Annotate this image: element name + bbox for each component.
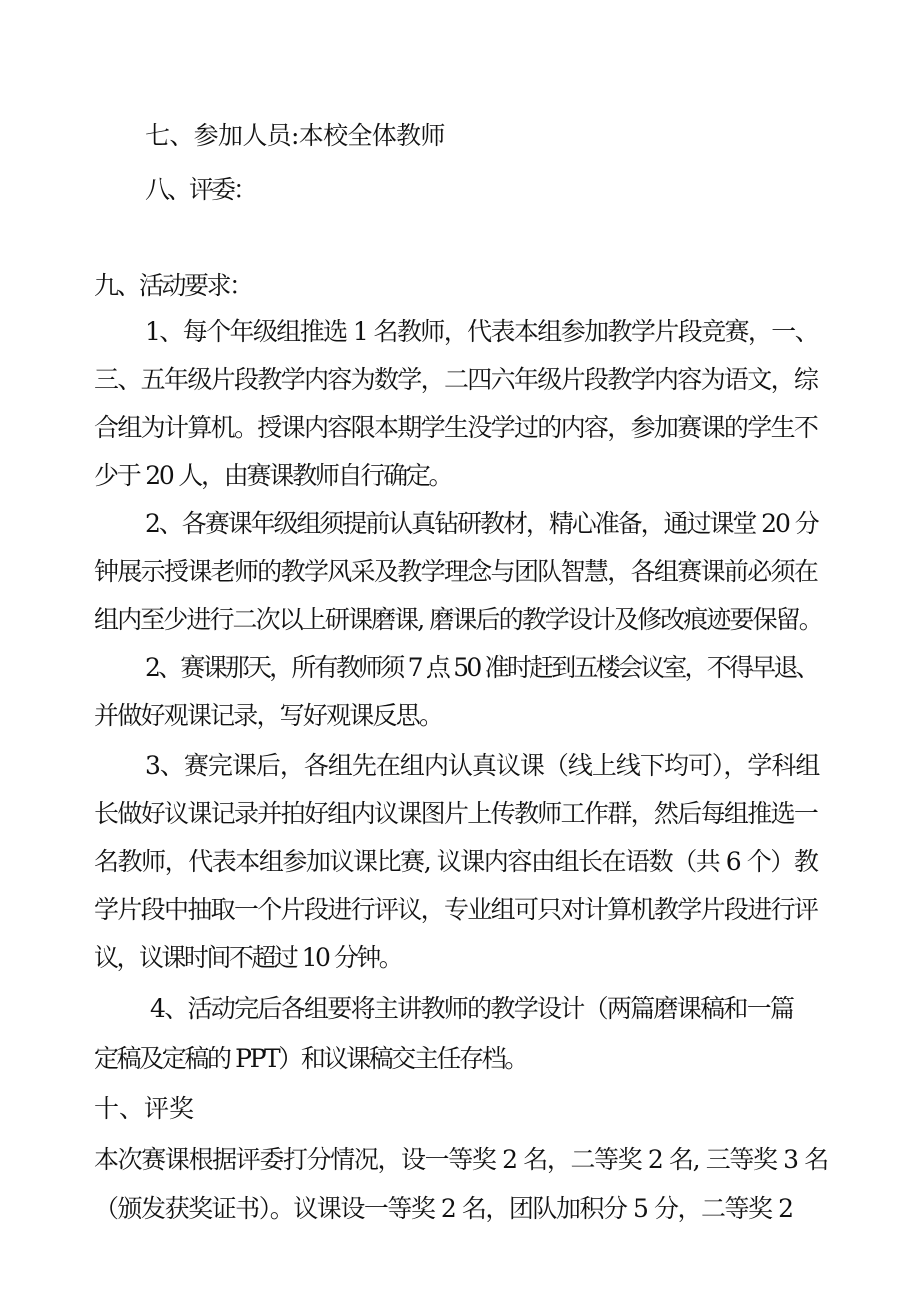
text-line: 组内至少进行二次以上研课磨课, 磨课后的教学设计及修改痕迹要保留。	[94, 605, 822, 634]
text-line: 3、赛完课后，各组先在组内认真议课（线上线下均可），学科组	[145, 751, 820, 780]
text-line: 三、五年级片段教学内容为数学，二四六年级片段教学内容为语文，综	[94, 365, 818, 394]
text-line: 定稿及定稿的 PPT）和议课稿交主任存档。	[94, 1044, 527, 1073]
text-line: 十、评奖	[94, 1094, 195, 1123]
text-line: 4、活动完后各组要将主讲教师的教学设计（两篇磨课稿和一篇	[150, 994, 794, 1023]
text-line: 1、每个年级组推选 1 名教师，代表本组参加教学片段竞赛，一、	[145, 317, 819, 346]
text-line: 2、赛课那天，所有教师须 7 点 50 准时赶到五楼会议室，不得早退、	[145, 653, 818, 682]
text-line: 九、活动要求：	[94, 271, 252, 300]
text-line: 合组为计算机。授课内容限本期学生没学过的内容，参加赛课的学生不	[94, 413, 818, 442]
text-line: 钟展示授课老师的教学风采及教学理念与团队智慧，各组赛课前必须在	[94, 557, 818, 586]
text-line: 议，议课时间不超过 10 分钟。	[94, 943, 402, 972]
text-line: 七、参加人员:本校全体教师	[145, 121, 445, 150]
text-line: 名教师，代表本组参加议课比赛, 议课内容由组长在语数（共 6 个）教	[94, 847, 818, 876]
text-line: 学片段中抽取一个片段进行评议，专业组可只对计算机教学片段进行评	[94, 895, 818, 924]
text-line: 并做好观课记录，写好观课反思。	[94, 701, 443, 730]
text-line: 八、评委：	[145, 175, 256, 204]
text-line: （颁发获奖证书）。议课设一等奖 2 名，团队加积分 5 分，二等奖 2	[94, 1194, 793, 1223]
text-line: 2、各赛课年级组须提前认真钻研教材，精心准备，通过课堂 20 分	[145, 509, 818, 538]
text-line: 长做好议课记录并拍好组内议课图片上传教师工作群，然后每组推选一	[94, 799, 818, 828]
text-line: 少于 20 人，由赛课教师自行确定。	[94, 461, 452, 490]
text-line: 本次赛课根据评委打分情况，设一等奖 2 名，二等奖 2 名, 三等奖 3 名	[94, 1145, 828, 1174]
